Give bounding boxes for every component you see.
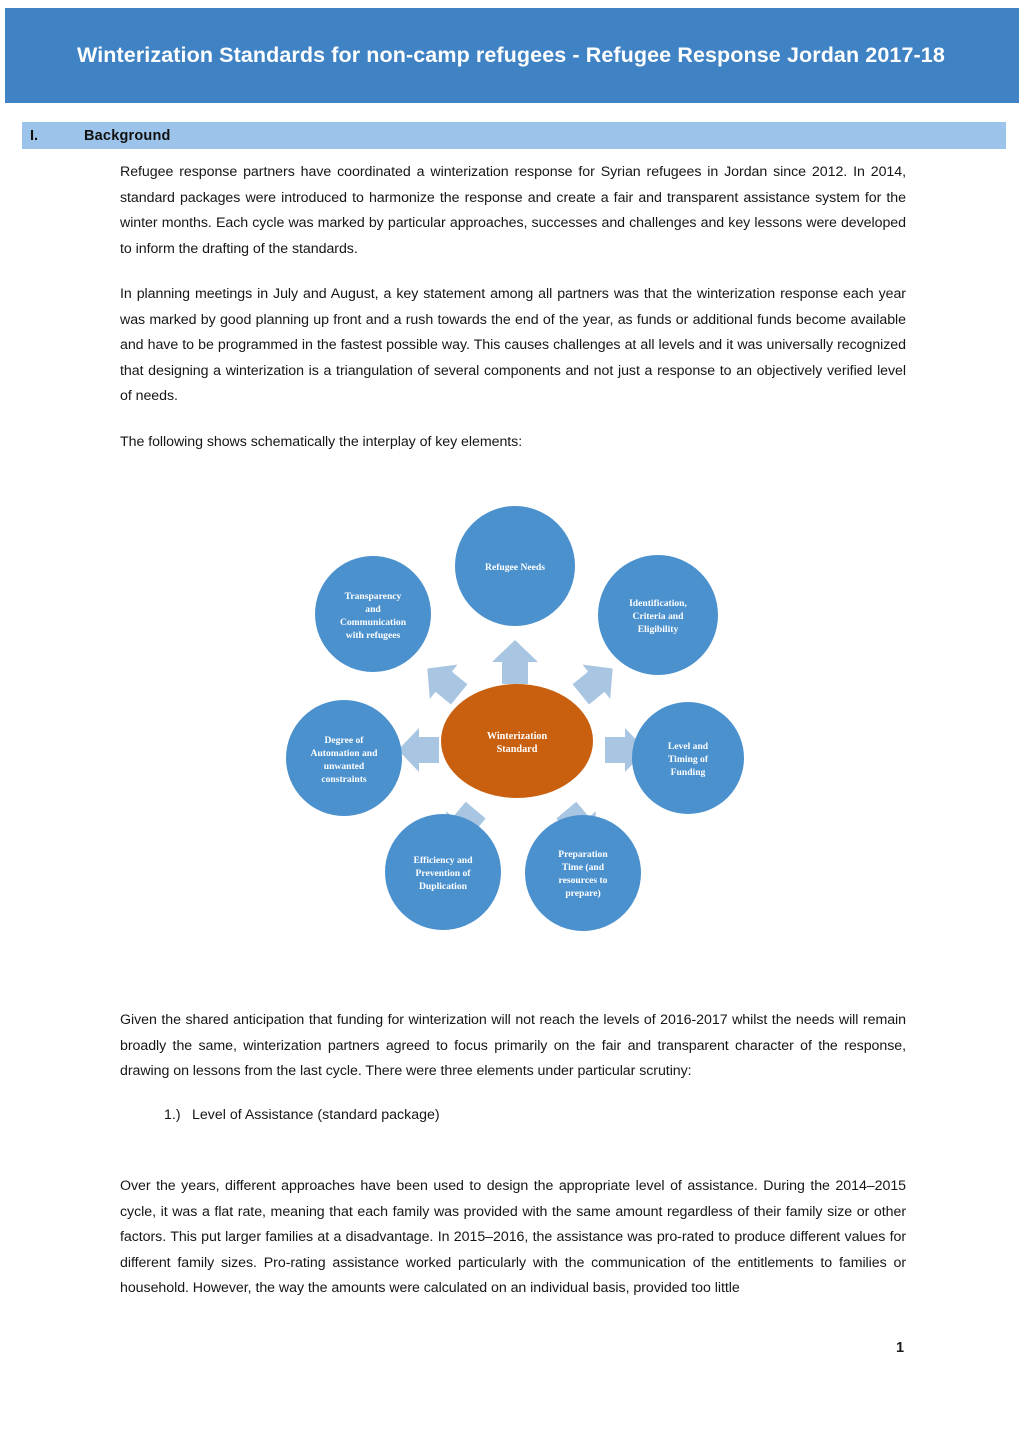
- page-title: Winterization Standards for non-camp refugees - Refugee Response Jordan 2017-18: [77, 42, 945, 67]
- document-body: [120, 160, 906, 455]
- node-label: resources to: [558, 875, 608, 886]
- paragraph-1: Refugee response partners have coordinated a winterization response for Syrian refugees in Jordan since 2012. In 2014, standard packages were introduced to harmonize the response and create a fair and transparent assistance system for the winter months. Each cycle was marked by particular approaches, successes and challenges and key lessons were developed to inform the drafting of the standards.: [120, 164, 906, 257]
- node-label: Communication: [339, 617, 407, 628]
- node-label: and: [365, 604, 381, 615]
- diagram-node-refugee-needs: [455, 506, 575, 626]
- node-label: Identification,: [629, 598, 687, 609]
- diagram-node-degree-of-automation: [286, 700, 402, 816]
- node-label: Time (and: [561, 862, 605, 873]
- node-label: Transparency: [344, 591, 402, 602]
- node-label: prepare): [565, 888, 601, 899]
- center-label-line2: Standard: [496, 744, 538, 755]
- list-item-label: Level of Assistance (standard package): [192, 1106, 440, 1123]
- diagram-center-node: [441, 684, 593, 798]
- section-number: I.: [30, 127, 39, 144]
- key-elements-diagram: [263, 478, 768, 968]
- document-body-lower: [120, 1008, 906, 1128]
- node-label: Funding: [670, 767, 706, 778]
- node-label: Automation and: [310, 748, 378, 759]
- paragraph-2: In planning meetings in July and August, a key statement among all partners was that the winterization response each year was marked by good planning up front and a rush towards the end of the year, as funds or additional funds become available and have to be programmed in the fastest possible way. This causes challenges at all levels and it was universally recognized that designing a winterization is a triangulation of several components and not just a response to an objectively verified level of needs.: [120, 286, 906, 404]
- node-label: with refugees: [345, 630, 401, 641]
- node-label: Prevention of: [415, 868, 471, 879]
- arrow-up-icon: [492, 640, 538, 684]
- diagram-node-level-and-timing-of-funding: [632, 702, 744, 814]
- node-label: constraints: [321, 774, 367, 785]
- page-number: 1: [895, 1340, 905, 1356]
- node-label: Preparation: [558, 849, 608, 860]
- list-item-number: 1.): [164, 1106, 181, 1123]
- diagram-node-efficiency-prevention-duplication: [385, 814, 501, 930]
- arrow-left-icon: [398, 728, 439, 772]
- arrow-upper-right-icon: [567, 651, 627, 711]
- section-label: Background: [84, 127, 171, 144]
- document-title-banner: [5, 8, 1019, 103]
- node-label: Degree of: [324, 735, 364, 746]
- section-heading-background: [22, 122, 1006, 149]
- diagram-node-identification-criteria-eligibility: [598, 555, 718, 675]
- node-label: Criteria and: [632, 611, 684, 622]
- diagram-node-preparation-time: [525, 815, 641, 931]
- diagram-node-transparency-communication: [315, 556, 431, 672]
- center-label-line1: Winterization: [486, 731, 548, 742]
- document-body-final: [120, 1174, 906, 1302]
- paragraph-4: Given the shared anticipation that funding for winterization will not reach the levels of 2016-2017 whilst the needs will remain broadly the same, winterization partners agreed to focus primarily on the fair and transparent character of the response, drawing on lessons from the last cycle. There were three elements under particular scrutiny:: [120, 1012, 906, 1079]
- paragraph-5: Over the years, different approaches have been used to design the appropriate level of assistance. During the 2014–2015 cycle, it was a flat rate, meaning that each family was provided with the same amount regardless of their family size or other factors. This put larger families at a disadvantage. In 2015–2016, the assistance was pro-rated to produce different values for different family sizes. Pro-rating assistance worked particularly with the communication of the entitlements to families or household. However, the way the amounts were calculated on an individual basis, provided too little: [120, 1178, 906, 1296]
- paragraph-3: The following shows schematically the interplay of key elements:: [120, 433, 523, 450]
- node-label: Timing of: [667, 754, 709, 765]
- node-label: Eligibility: [637, 624, 679, 635]
- node-label: Level and: [667, 741, 709, 752]
- list-item: [120, 1103, 906, 1129]
- node-label: Efficiency and: [413, 855, 473, 866]
- node-label: Refugee Needs: [485, 562, 545, 573]
- node-label: unwanted: [323, 761, 365, 772]
- node-label: Duplication: [419, 881, 467, 892]
